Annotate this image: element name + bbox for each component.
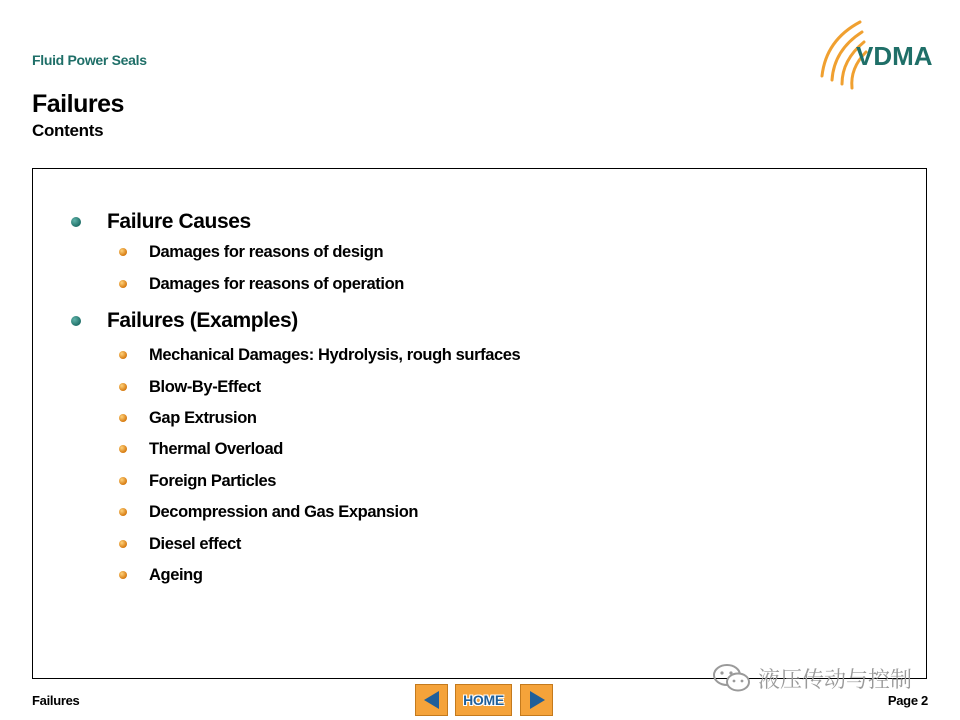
section-bullet-icon — [71, 217, 81, 227]
bullet-icon — [119, 540, 127, 548]
list-item-label: Ageing — [149, 565, 203, 584]
content-box — [32, 168, 927, 679]
next-button[interactable] — [520, 684, 553, 716]
list-item-label: Diesel effect — [149, 534, 242, 553]
list-item — [119, 273, 404, 295]
list-item — [119, 407, 257, 429]
section-item — [71, 308, 298, 334]
section-label: Failure Causes — [107, 210, 251, 233]
list-item-label: Gap Extrusion — [149, 408, 257, 427]
arrow-right-icon — [526, 689, 548, 711]
home-label: HOME — [463, 692, 504, 708]
footer-section-label: Failures — [32, 693, 80, 708]
list-item-label: Mechanical Damages: Hydrolysis, rough surfaces — [149, 345, 521, 364]
list-item — [119, 376, 261, 398]
list-item — [119, 501, 418, 523]
section-label: Failures (Examples) — [107, 309, 298, 332]
list-item — [119, 241, 383, 263]
home-button[interactable] — [455, 684, 512, 716]
section-item — [71, 209, 251, 235]
bullet-icon — [119, 445, 127, 453]
bullet-icon — [119, 351, 127, 359]
bullet-icon — [119, 248, 127, 256]
arrow-left-icon — [421, 689, 443, 711]
page-number: Page 2 — [887, 693, 928, 708]
list-item-label: Damages for reasons of design — [149, 242, 384, 261]
bullet-icon — [119, 508, 127, 516]
brand-title: Fluid Power Seals — [32, 52, 147, 68]
list-item — [119, 564, 203, 586]
list-item — [119, 533, 241, 555]
watermark — [712, 662, 912, 694]
section-bullet-icon — [71, 316, 81, 326]
bullet-icon — [119, 477, 127, 485]
page-title: Failures — [32, 90, 124, 118]
wechat-icon — [712, 662, 752, 694]
list-item-label: Thermal Overload — [149, 439, 283, 458]
bullet-icon — [119, 414, 127, 422]
page-subtitle: Contents — [32, 121, 104, 140]
list-item-label: Damages for reasons of operation — [149, 274, 404, 293]
logo-text: VDMA — [856, 41, 933, 71]
bullet-icon — [119, 280, 127, 288]
list-item-label: Decompression and Gas Expansion — [149, 502, 419, 521]
watermark-text: 液压传动与控制 — [758, 666, 913, 692]
list-item-label: Foreign Particles — [149, 471, 277, 490]
list-item — [119, 344, 520, 366]
bullet-icon — [119, 383, 127, 391]
prev-button[interactable] — [415, 684, 448, 716]
vdma-logo — [812, 18, 936, 96]
list-item-label: Blow-By-Effect — [149, 377, 261, 396]
list-item — [119, 470, 276, 492]
bullet-icon — [119, 571, 127, 579]
list-item — [119, 438, 283, 460]
